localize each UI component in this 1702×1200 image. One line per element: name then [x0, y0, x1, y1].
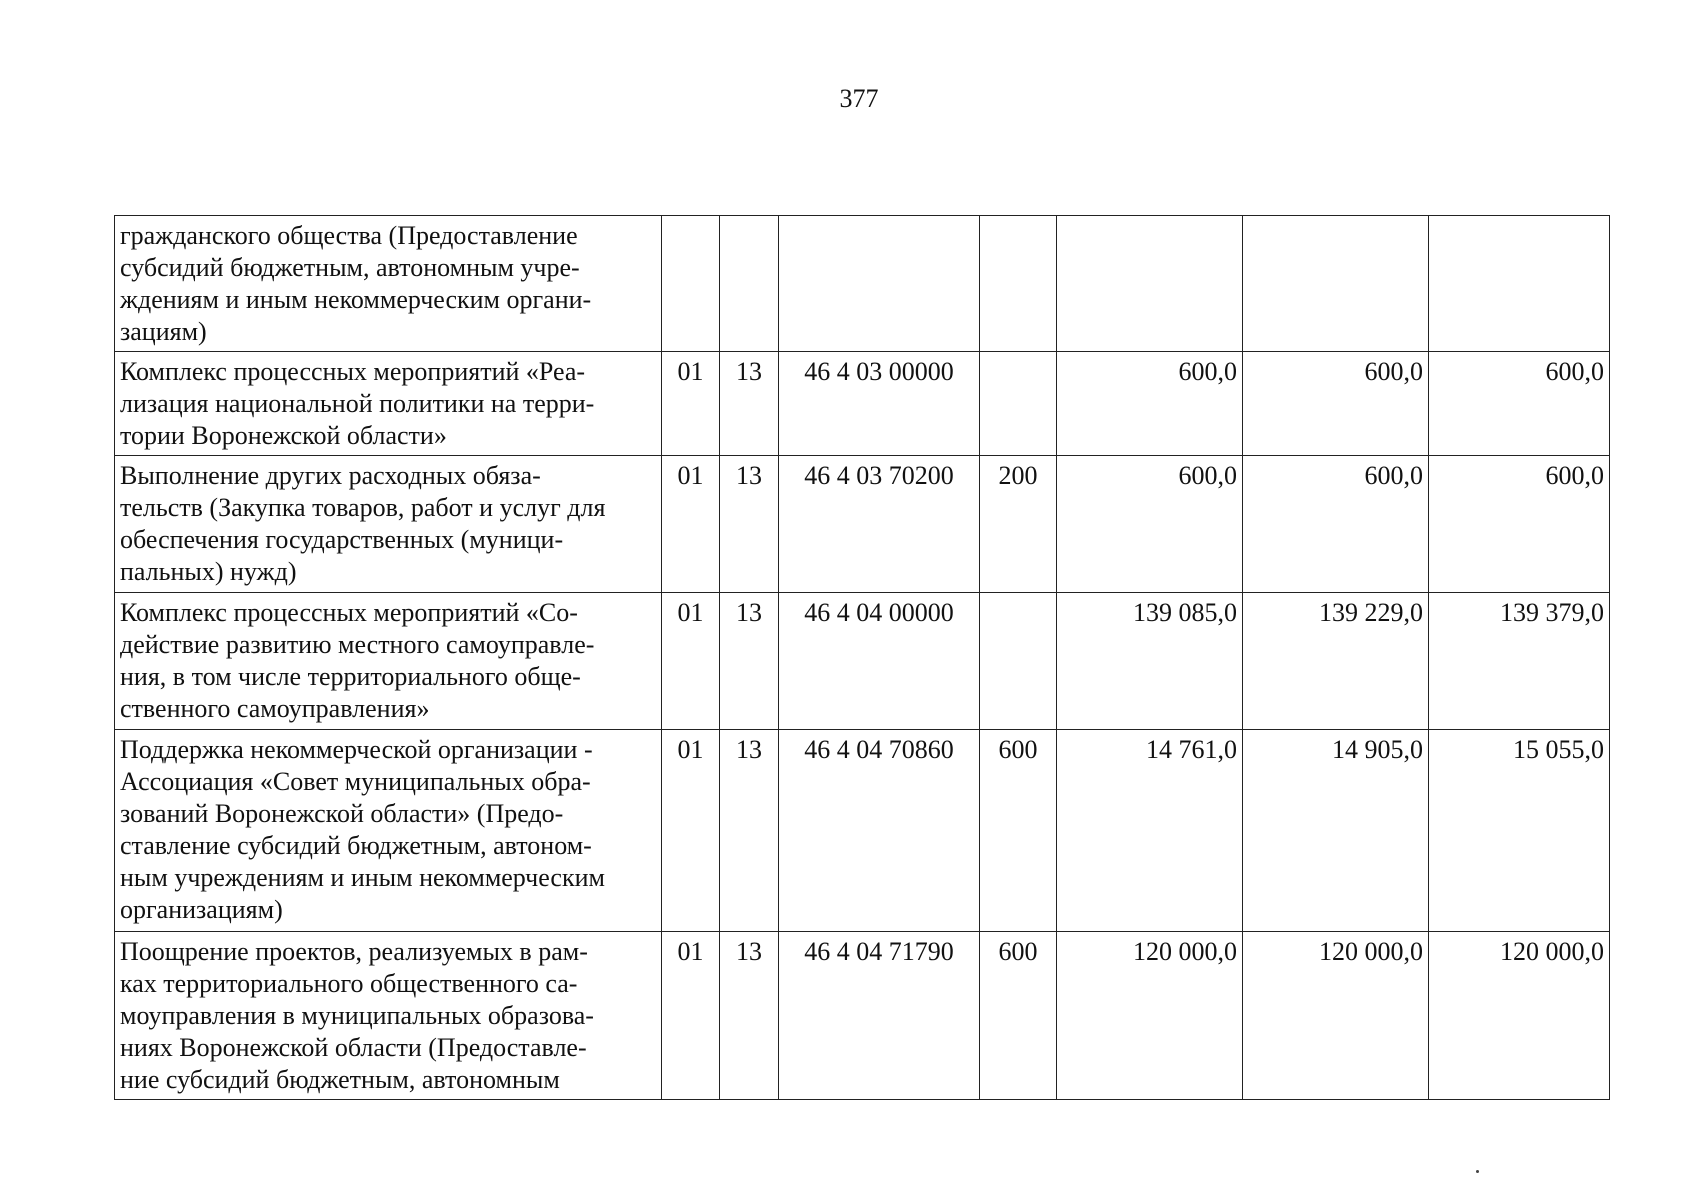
- subsection-code-cell: 13: [720, 456, 779, 593]
- amount-year2-cell: 600,0: [1243, 352, 1429, 456]
- amount-year1-cell: 139 085,0: [1057, 593, 1243, 730]
- row-name: Поддержка некоммерческой организации - Ассоциация «Совет муниципальных обра- зований Воронежской области» (Предо- ставление субсидий бюджетным, автоном- ным учреждениям и иным некоммерческим организациям): [120, 735, 605, 924]
- target-article-cell: 46 4 04 00000: [779, 593, 980, 730]
- amount-year2-cell: 600,0: [1243, 456, 1429, 593]
- amount-year3-cell: 139 379,0: [1429, 593, 1610, 730]
- subsection-code-cell: [720, 216, 779, 352]
- amount-year2-cell: 14 905,0: [1243, 730, 1429, 932]
- amount-year1-cell: 600,0: [1057, 352, 1243, 456]
- scan-speck: [1476, 1170, 1479, 1173]
- expense-type-cell: 200: [980, 456, 1057, 593]
- subsection-code-cell: 13: [720, 593, 779, 730]
- target-article-cell: 46 4 04 71790: [779, 932, 980, 1100]
- table-row: [115, 730, 1610, 932]
- amount-year3-cell: 15 055,0: [1429, 730, 1610, 932]
- row-name-cell: [115, 593, 662, 730]
- amount-year3-cell: 120 000,0: [1429, 932, 1610, 1100]
- amount-year1-cell: 120 000,0: [1057, 932, 1243, 1100]
- row-name-cell: [115, 216, 662, 352]
- subsection-code-cell: 13: [720, 932, 779, 1100]
- target-article-cell: 46 4 04 70860: [779, 730, 980, 932]
- row-name: Комплекс процессных мероприятий «Реа- лизация национальной политики на терри- тории Воронежской области»: [120, 357, 595, 450]
- table-row: [115, 216, 1610, 352]
- table-row: [115, 932, 1610, 1100]
- section-code-cell: 01: [662, 730, 720, 932]
- amount-year2-cell: [1243, 216, 1429, 352]
- amount-year2-cell: 120 000,0: [1243, 932, 1429, 1100]
- target-article-cell: 46 4 03 70200: [779, 456, 980, 593]
- row-name: Выполнение других расходных обяза- тельств (Закупка товаров, работ и услуг для обеспечения государственных (муници- пальных) нужд): [120, 461, 606, 586]
- amount-year3-cell: [1429, 216, 1610, 352]
- subsection-code-cell: 13: [720, 730, 779, 932]
- row-name-cell: [115, 730, 662, 932]
- table-row: [115, 593, 1610, 730]
- amount-year2-cell: 139 229,0: [1243, 593, 1429, 730]
- target-article-cell: [779, 216, 980, 352]
- table-row: [115, 456, 1610, 593]
- subsection-code-cell: 13: [720, 352, 779, 456]
- row-name-cell: [115, 932, 662, 1100]
- section-code-cell: [662, 216, 720, 352]
- table-row: [115, 352, 1610, 456]
- row-name-cell: [115, 456, 662, 593]
- expense-type-cell: [980, 352, 1057, 456]
- amount-year1-cell: 600,0: [1057, 456, 1243, 593]
- section-code-cell: 01: [662, 352, 720, 456]
- amount-year1-cell: 14 761,0: [1057, 730, 1243, 932]
- expense-type-cell: [980, 593, 1057, 730]
- target-article-cell: 46 4 03 00000: [779, 352, 980, 456]
- expense-type-cell: 600: [980, 730, 1057, 932]
- section-code-cell: 01: [662, 456, 720, 593]
- row-name: Комплекс процессных мероприятий «Со- действие развитию местного самоуправле- ния, в том числе территориального обще- ственного самоуправления»: [120, 598, 595, 723]
- amount-year1-cell: [1057, 216, 1243, 352]
- page-number: 377: [839, 84, 879, 113]
- amount-year3-cell: 600,0: [1429, 352, 1610, 456]
- budget-table: [114, 215, 1610, 1100]
- row-name-cell: [115, 352, 662, 456]
- row-name: гражданского общества (Предоставление субсидий бюджетным, автономным учре- ждениям и иным некоммерческим органи- зациям): [120, 221, 592, 346]
- expense-type-cell: 600: [980, 932, 1057, 1100]
- row-name: Поощрение проектов, реализуемых в рам- ках территориального общественного са- моуправления в муниципальных образова- ниях Воронежской области (Предоставле- ние субсидий бюджетным, автономным: [120, 937, 594, 1094]
- amount-year3-cell: 600,0: [1429, 456, 1610, 593]
- section-code-cell: 01: [662, 932, 720, 1100]
- section-code-cell: 01: [662, 593, 720, 730]
- expense-type-cell: [980, 216, 1057, 352]
